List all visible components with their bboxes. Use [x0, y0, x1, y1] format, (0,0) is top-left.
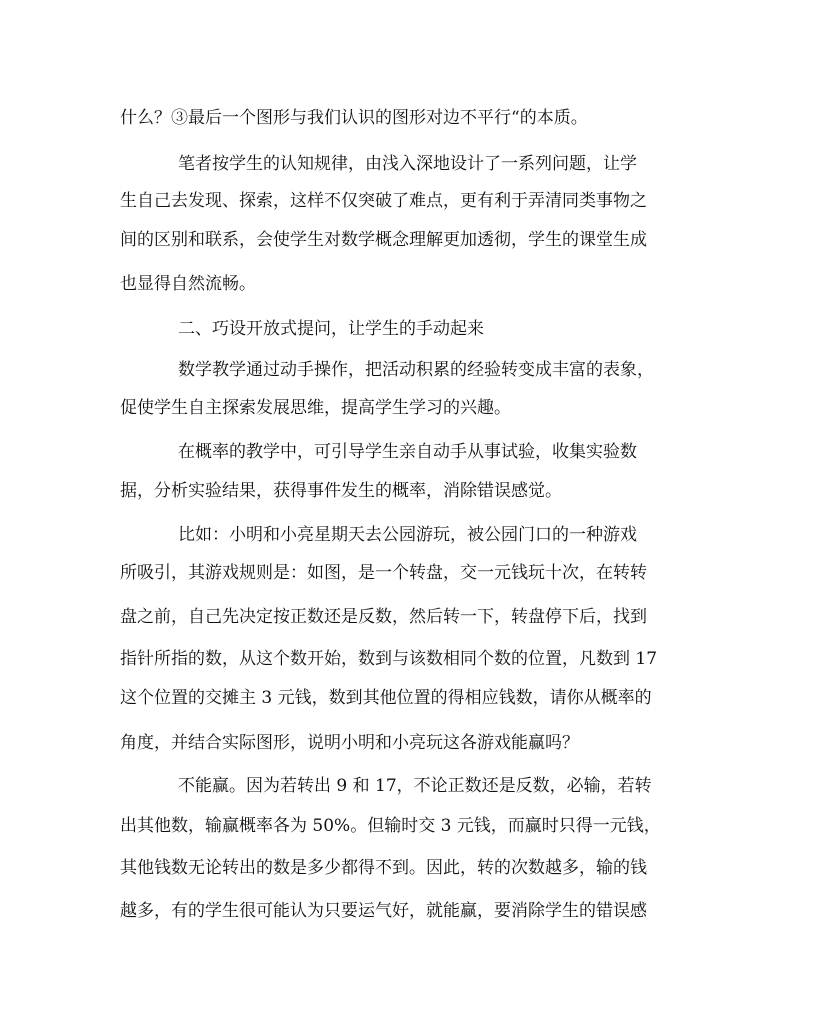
- text-line: 角度，并结合实际图形，说明小明和小亮玩这各游戏能赢吗？: [120, 733, 579, 753]
- text-line: 生自己去发现、探索，这样不仅突破了难点，更有利于弄清同类事物之: [120, 191, 647, 211]
- section-heading: 二、巧设开放式提问，让学生的手动起来: [178, 319, 484, 339]
- paragraph-first-line: 数学教学通过动手操作，把活动积累的经验转变成丰富的表象，: [178, 360, 654, 380]
- text-line: 越多，有的学生很可能认为只要运气好，就能赢，要消除学生的错误感: [120, 901, 647, 921]
- paragraph-first-line: 比如：小明和小亮星期天去公园游玩，被公园门口的一种游戏: [178, 525, 637, 545]
- text-line: 盘之前，自己先决定按正数还是反数，然后转一下，转盘停下后，找到: [120, 607, 647, 627]
- text-line: 据，分析实验结果，获得事件发生的概率，消除错误感觉。: [120, 481, 562, 501]
- text-line: 什么？③最后一个图形与我们认识的图形对边不平行“的本质。: [120, 108, 588, 128]
- text-line: 这个位置的交摊主 3 元钱，数到其他位置的得相应钱数，请你从概率的: [120, 688, 652, 708]
- text-line: 间的区别和联系，会使学生对数学概念理解更加透彻，学生的课堂生成: [120, 230, 647, 250]
- paragraph-first-line: 不能赢。因为若转出 9 和 17，不论正数还是反数，必输，若转: [178, 776, 652, 796]
- text-line: 所吸引，其游戏规则是：如图，是一个转盘，交一元钱玩十次，在转转: [120, 563, 647, 583]
- text-line: 促使学生自主探索发展思维，提高学生学习的兴趣。: [120, 398, 511, 418]
- paragraph-first-line: 在概率的教学中，可引导学生亲自动手从事试验，收集实验数: [178, 442, 637, 462]
- text-line: 指针所指的数，从这个数开始，数到与该数相同个数的位置，凡数到 17: [120, 649, 658, 669]
- text-line: 出其他数，输赢概率各为 50%。但输时交 3 元钱，而赢时只得一元钱，: [120, 816, 661, 836]
- text-line: 也显得自然流畅。: [120, 274, 256, 294]
- paragraph-first-line: 笔者按学生的认知规律，由浅入深地设计了一系列问题，让学: [178, 154, 637, 174]
- text-line: 其他钱数无论转出的数是多少都得不到。因此，转的次数越多，输的钱: [120, 858, 647, 878]
